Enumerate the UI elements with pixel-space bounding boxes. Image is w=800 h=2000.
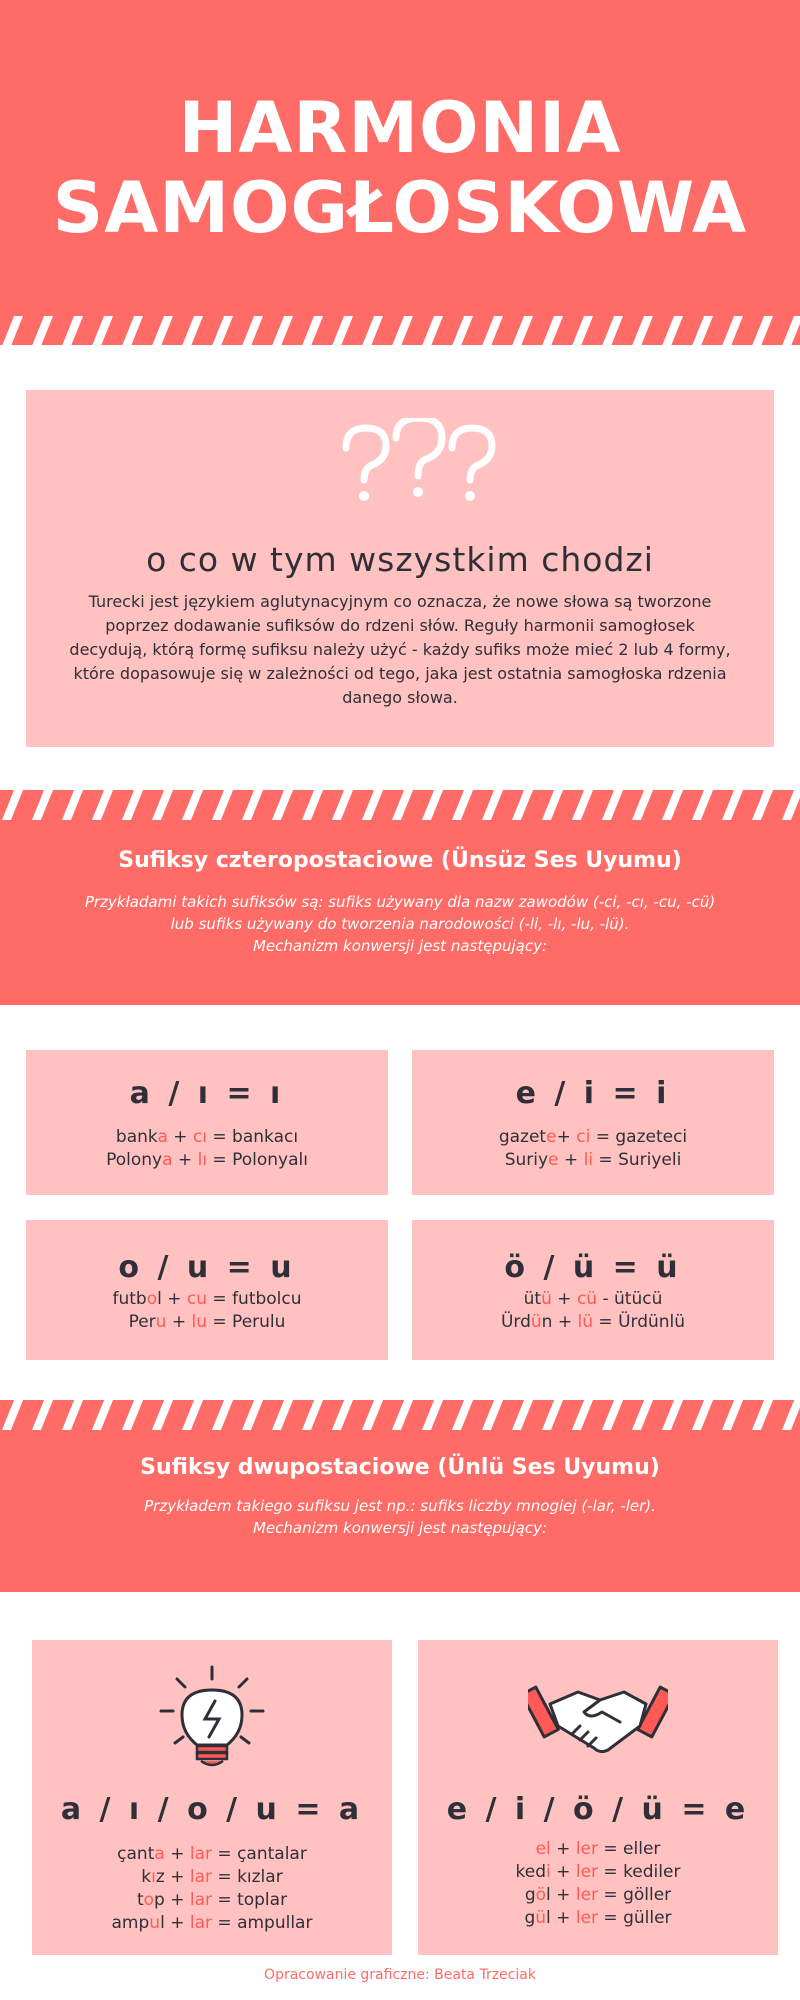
stripe-decoration bbox=[330, 316, 354, 346]
rule-box-back-vowels bbox=[32, 1640, 392, 1955]
stripe-decoration bbox=[450, 316, 474, 346]
stripe-decoration bbox=[30, 316, 54, 346]
stripe-decoration bbox=[690, 790, 714, 820]
stripe-decoration bbox=[720, 790, 744, 820]
example-line: kız + lar = kızlar bbox=[141, 1867, 283, 1887]
stripe-decoration bbox=[690, 1400, 714, 1430]
stripe-decoration bbox=[540, 316, 564, 346]
stripe-decoration bbox=[180, 316, 204, 346]
rule-examples bbox=[26, 1288, 388, 1334]
title-line-2: SAMOGŁOSKOWA bbox=[52, 167, 748, 249]
stripe-decoration bbox=[120, 316, 144, 346]
rule-examples bbox=[32, 1843, 392, 1935]
stripe-decoration bbox=[120, 1400, 144, 1430]
stripe-decoration bbox=[0, 1400, 24, 1430]
stripe-decoration bbox=[60, 316, 84, 346]
stripe-decoration bbox=[750, 1400, 774, 1430]
stripe-decoration bbox=[180, 790, 204, 820]
stripe-decoration bbox=[330, 790, 354, 820]
example-line: Ürdün + lü = Ürdünlü bbox=[500, 1312, 686, 1332]
stripe-decoration bbox=[540, 1400, 564, 1430]
stripe-decoration bbox=[30, 790, 54, 820]
stripe-decoration bbox=[480, 790, 504, 820]
stripe-decoration bbox=[780, 1400, 800, 1430]
rule-title: e / i / ö / ü = e bbox=[446, 1792, 750, 1827]
stripe-decoration bbox=[300, 1400, 324, 1430]
rule-box-front-vowels bbox=[418, 1640, 778, 1955]
stripe-decoration bbox=[30, 1400, 54, 1430]
stripe-decoration bbox=[360, 790, 384, 820]
two-form-title: Sufiksy dwupostaciowe (Ünlü Ses Uyumu) bbox=[140, 1455, 660, 1480]
two-form-description bbox=[80, 1495, 720, 1539]
stripe-decoration bbox=[330, 1400, 354, 1430]
stripe-decoration bbox=[240, 790, 264, 820]
stripe-decoration bbox=[450, 790, 474, 820]
four-form-title: Sufiksy czteropostaciowe (Ünsüz Ses Uyumu) bbox=[118, 848, 682, 873]
stripe-decoration bbox=[570, 1400, 594, 1430]
question-marks-icon bbox=[334, 418, 504, 508]
rule-box-a bbox=[26, 1050, 388, 1195]
example-line: Polonya + lı = Polonyalı bbox=[106, 1150, 308, 1170]
two-form-desc-line-2: Mechanizm konwersji jest następujący: bbox=[252, 1519, 548, 1537]
stripe-decoration bbox=[780, 790, 800, 820]
stripe-decoration bbox=[270, 1400, 294, 1430]
example-line: Suriye + li = Suriyeli bbox=[504, 1150, 682, 1170]
stripe-decoration bbox=[420, 1400, 444, 1430]
example-line: Peru + lu = Perulu bbox=[128, 1312, 286, 1332]
stripe-decoration bbox=[510, 1400, 534, 1430]
stripe-decoration bbox=[720, 1400, 744, 1430]
stripe-decoration bbox=[540, 790, 564, 820]
page-title bbox=[0, 88, 800, 248]
stripe-decoration bbox=[660, 790, 684, 820]
example-line: gazete+ ci = gazeteci bbox=[498, 1127, 688, 1147]
four-form-desc-line-3: Mechanizm konwersji jest następujący: bbox=[252, 937, 548, 955]
intro-box bbox=[26, 390, 774, 747]
stripe-decoration bbox=[90, 1400, 114, 1430]
intro-text: Turecki jest językiem aglutynacyjnym co oznacza, że nowe słowa są tworzone poprzez dodawanie sufiksów do rdzeni słów. Reguły harmonii samogłosek decydują, którą formę sufiksu należy użyć - każdy sufiks może mieć 2 lub 4 formy, które dopasowuje się w zależności od tego, jaka jest ostatnia samogłoska rdzenia danego słowa. bbox=[69, 592, 731, 707]
stripe-decoration bbox=[780, 316, 800, 346]
two-form-desc-line-1: Przykładem takiego sufiksu jest np.: sufiks liczby mnogiej (-lar, -ler). bbox=[144, 1497, 656, 1515]
stripe-decoration bbox=[300, 790, 324, 820]
stripe-decoration bbox=[270, 790, 294, 820]
rule-title: o / u = u bbox=[118, 1250, 296, 1285]
example-line: banka + cı = bankacı bbox=[115, 1127, 299, 1147]
stripe-decoration bbox=[420, 316, 444, 346]
example-line: kedi + ler = kediler bbox=[515, 1862, 681, 1882]
stripe-decoration bbox=[210, 790, 234, 820]
stripe-decoration bbox=[750, 316, 774, 346]
stripe-decoration bbox=[750, 790, 774, 820]
stripe-decoration bbox=[390, 790, 414, 820]
stripe-decoration bbox=[570, 316, 594, 346]
stripe-decoration bbox=[180, 1400, 204, 1430]
stripe-decoration bbox=[570, 790, 594, 820]
title-line-1: HARMONIA bbox=[178, 87, 622, 169]
stripe-decoration bbox=[150, 790, 174, 820]
stripe-decoration bbox=[630, 316, 654, 346]
header-stripes bbox=[0, 316, 800, 346]
stripe-decoration bbox=[690, 316, 714, 346]
stripe-decoration bbox=[120, 790, 144, 820]
rule-examples bbox=[412, 1126, 774, 1172]
stripe-decoration bbox=[150, 316, 174, 346]
rule-examples bbox=[26, 1126, 388, 1172]
two-form-stripes bbox=[0, 1400, 800, 1430]
stripe-decoration bbox=[600, 790, 624, 820]
stripe-decoration bbox=[390, 1400, 414, 1430]
rule-examples bbox=[412, 1288, 774, 1334]
rule-box-oe bbox=[412, 1220, 774, 1360]
stripe-decoration bbox=[150, 1400, 174, 1430]
stripe-decoration bbox=[210, 316, 234, 346]
stripe-decoration bbox=[480, 316, 504, 346]
stripe-decoration bbox=[300, 316, 324, 346]
handshake-icon bbox=[528, 1678, 668, 1758]
stripe-decoration bbox=[450, 1400, 474, 1430]
rule-examples bbox=[418, 1838, 778, 1930]
example-line: top + lar = toplar bbox=[136, 1890, 288, 1910]
four-form-description bbox=[80, 891, 720, 957]
stripe-decoration bbox=[90, 316, 114, 346]
stripe-decoration bbox=[270, 316, 294, 346]
stripe-decoration bbox=[720, 316, 744, 346]
rule-title: e / i = i bbox=[515, 1076, 671, 1111]
example-line: çanta + lar = çantalar bbox=[117, 1844, 307, 1864]
footer-credit: Opracowanie graficzne: Beata Trzeciak bbox=[264, 1967, 536, 1983]
stripe-decoration bbox=[600, 1400, 624, 1430]
stripe-decoration bbox=[0, 790, 24, 820]
stripe-decoration bbox=[210, 1400, 234, 1430]
stripe-decoration bbox=[630, 790, 654, 820]
four-form-stripes bbox=[0, 790, 800, 820]
example-line: gül + ler = güller bbox=[524, 1908, 672, 1928]
stripe-decoration bbox=[360, 316, 384, 346]
rule-title: a / ı / o / u = a bbox=[60, 1792, 364, 1827]
stripe-decoration bbox=[240, 316, 264, 346]
stripe-decoration bbox=[660, 316, 684, 346]
stripe-decoration bbox=[240, 1400, 264, 1430]
four-form-desc-line-2: lub sufiks używany do tworzenia narodowości (-li, -lı, -lu, -lü). bbox=[170, 915, 630, 933]
stripe-decoration bbox=[420, 790, 444, 820]
rule-title: a / ı = ı bbox=[129, 1076, 285, 1111]
stripe-decoration bbox=[360, 1400, 384, 1430]
stripe-decoration bbox=[390, 316, 414, 346]
stripe-decoration bbox=[60, 1400, 84, 1430]
example-line: futbol + cu = futbolcu bbox=[112, 1289, 302, 1309]
stripe-decoration bbox=[90, 790, 114, 820]
intro-heading: o co w tym wszystkim chodzi bbox=[146, 540, 654, 579]
stripe-decoration bbox=[510, 790, 534, 820]
rule-box-o bbox=[26, 1220, 388, 1360]
four-form-desc-line-1: Przykładami takich sufiksów są: sufiks używany dla nazw zawodów (-ci, -cı, -cu, -cü) bbox=[84, 893, 716, 911]
rule-title: ö / ü = ü bbox=[504, 1250, 682, 1285]
rule-box-e bbox=[412, 1050, 774, 1195]
example-line: göl + ler = göller bbox=[524, 1885, 672, 1905]
stripe-decoration bbox=[630, 1400, 654, 1430]
example-line: ütü + cü - ütücü bbox=[523, 1289, 663, 1309]
stripe-decoration bbox=[510, 316, 534, 346]
stripe-decoration bbox=[660, 1400, 684, 1430]
stripe-decoration bbox=[480, 1400, 504, 1430]
example-line: el + ler = eller bbox=[535, 1839, 661, 1859]
stripe-decoration bbox=[600, 316, 624, 346]
stripe-decoration bbox=[60, 790, 84, 820]
lightbulb-icon bbox=[157, 1665, 267, 1775]
example-line: ampul + lar = ampullar bbox=[111, 1913, 313, 1933]
stripe-decoration bbox=[0, 316, 24, 346]
